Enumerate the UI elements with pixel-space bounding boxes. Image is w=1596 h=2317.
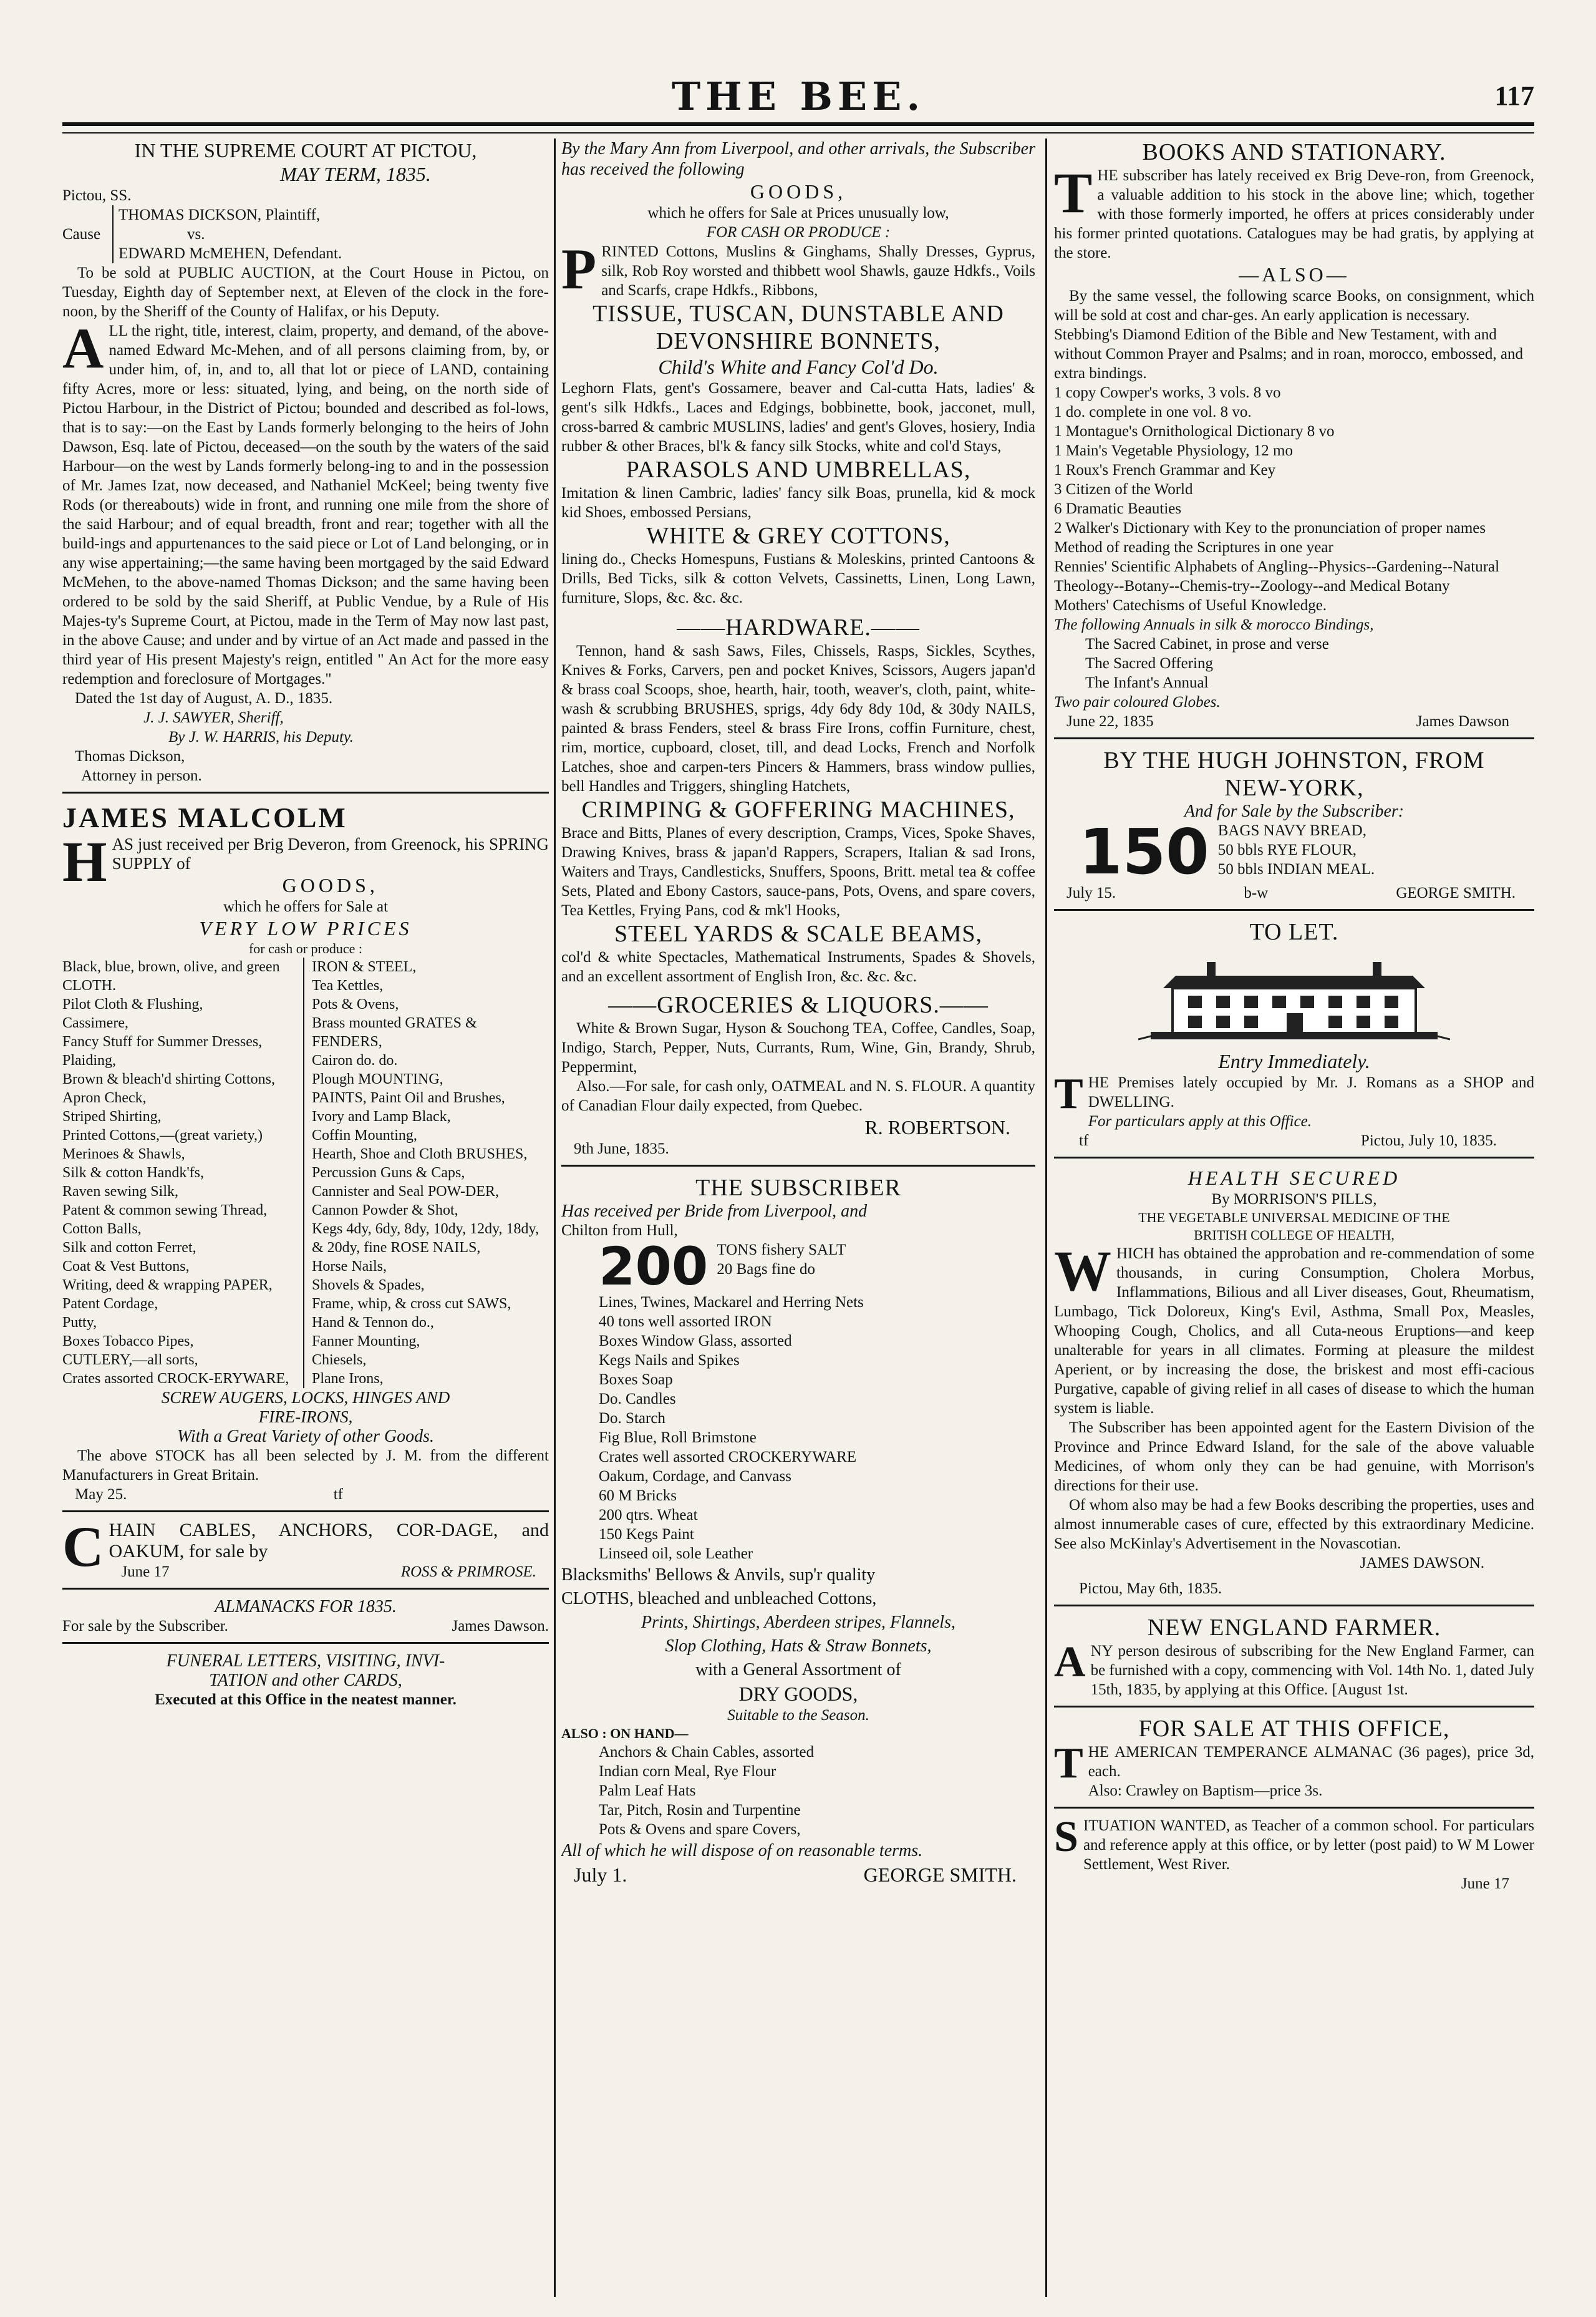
list-item: Tar, Pitch, Rosin and Turpentine	[599, 1802, 801, 1819]
drop-cap: A	[62, 316, 104, 380]
list-item: Putty,	[62, 1314, 97, 1331]
farmer-ad	[1054, 1614, 1534, 1699]
let-date: Pictou, July 10, 1835.	[1360, 1132, 1497, 1149]
list-item: 1 do. complete in one vol. 8 vo.	[1054, 404, 1252, 420]
globes-line: Two pair coloured Globes.	[1054, 694, 1221, 711]
list-item: Hearth, Shoe and Cloth BRUSHES,	[312, 1146, 528, 1162]
list-item: Pots & Ovens,	[312, 996, 399, 1013]
general-line: with a General Assortment of	[695, 1660, 901, 1679]
separator	[1054, 1706, 1534, 1707]
list-item: Merinoes & Shawls,	[62, 1146, 185, 1162]
list-item: 200 qtrs. Wheat	[599, 1507, 698, 1523]
list-item: Cannon Powder & Shot,	[312, 1202, 458, 1218]
salt-line-1: TONS fishery SALT	[717, 1241, 846, 1258]
prints-line: Prints, Shirtings, Aberdeen stripes, Flannels,	[641, 1613, 955, 1632]
list-item: Stebbing's Diamond Edition of the Bible and New Testament, with and without Common Prayer and Psalms; and in roan, morocco, embossed, and extra bindings.	[1054, 326, 1523, 382]
brace-text: Brace and Bitts, Planes of every description, Cramps, Vices, Spoke Shaves, Drawing Knives, brass & japan'd Rappers, Scrapers, Italian & sad Irons, Waiters and Trays, Candlesticks, Snuffers, Spoons, Britt. metal tea & coffee Sets, Plated and Ebony Castors, sauce-pans, Pots, Ovens, and spare covers, Tea Kettles, Frying Pans, cod & mk'l Hooks,	[561, 825, 1035, 919]
dispose-line: All of which he will dispose of on reasonable terms.	[561, 1841, 923, 1860]
spectacles-text: col'd & white Spectacles, Mathematical Instruments, Spades & Shovels, and an excellent assortment of English Iron, &c. &c. &c.	[561, 949, 1035, 985]
court-heading: IN THE SUPREME COURT AT PICTOU,	[134, 139, 477, 162]
hugh-line-3: 50 bbls INDIAN MEAL.	[1217, 861, 1375, 878]
drop-cap: T	[1054, 1739, 1083, 1787]
health-ad	[1054, 1166, 1534, 1598]
situation-ad	[1054, 1813, 1534, 1893]
let-text-para	[1054, 1070, 1534, 1118]
health-body: HICH has obtained the approbation and re-commendation of some thousands, in curing Consumption, Cholera Morbus, Inflammations, Bilious and all Liver diseases, Gout, Rheumatism, Lumbago, Tick Doloreux, King's Evil, Asthma, Small Pox, Measles, Whooping Cough, Cholics, and all Cuta-neous Eruptions—and keep unalterable for years in all climates. Forming at pleasure the mildest Aperient, or by increasing the dose, the briskest and most effi-cacious Purgative, capable of giving relief in all cases of disease to which the human system is liable.	[1054, 1245, 1534, 1417]
separator	[1054, 737, 1534, 739]
sugar-text: White & Brown Sugar, Hyson & Souchong TEA, Coffee, Candles, Soap, Indigo, Starch, Pepper, Nuts, Currants, Rum, Wine, Gin, Brandy, Shrub, Peppermint,	[561, 1020, 1035, 1076]
malcolm-lists	[62, 958, 549, 1388]
column-rule-2	[1045, 138, 1047, 2297]
list-item: 2 Walker's Dictionary with Key to the pronunciation of proper names	[1054, 520, 1486, 537]
list-item: Hand & Tennon do.,	[312, 1314, 434, 1331]
column-rule-1	[554, 138, 556, 2297]
salt-block	[561, 1240, 1035, 1293]
list-item: Pots & Ovens and spare Covers,	[599, 1821, 801, 1838]
separator	[1054, 1157, 1534, 1158]
forsale-title: FOR SALE AT THIS OFFICE,	[1138, 1716, 1450, 1742]
deputy: By J. W. HARRIS, his Deputy.	[168, 729, 354, 746]
chain-ad	[62, 1515, 549, 1581]
column-2	[561, 138, 1035, 2297]
farmer-text: NY person desirous of subscribing for the New England Farmer, can be furnished with a copy, commencing with Vol. 14th No. 1, dated July 15th, 1835, by applying at this Office.	[1090, 1643, 1534, 1698]
list-item: Fig Blue, Roll Brimstone	[599, 1429, 757, 1446]
subscriber-chilton: Chilton from Hull,	[561, 1222, 678, 1239]
cause-label: Cause	[62, 226, 101, 243]
health-seller: JAMES DAWSON.	[1360, 1555, 1484, 1571]
hugh-sale: And for Sale by the Subscriber:	[1184, 802, 1405, 821]
almanacks-ad	[62, 1597, 549, 1636]
list-item: Do. Starch	[599, 1410, 665, 1427]
to-let-title: TO LET.	[1249, 919, 1339, 945]
hugh-ad	[1054, 747, 1534, 903]
subscriber-date: July 1.	[574, 1863, 627, 1886]
list-item: Kegs Nails and Spikes	[599, 1352, 740, 1369]
list-item: Ivory and Lamp Black,	[312, 1109, 451, 1125]
books-ad	[1054, 138, 1534, 731]
column-1	[62, 138, 549, 2297]
list-item: Oakum, Cordage, and Canvass	[599, 1468, 791, 1485]
list-item: Printed Cottons,—(great variety,)	[62, 1127, 263, 1144]
court-term: MAY TERM, 1835.	[280, 163, 431, 185]
books-intro-para	[1054, 161, 1534, 263]
forsale-also: Also: Crawley on Baptism—price 3s.	[1088, 1782, 1323, 1799]
list-item: Method of reading the Scriptures in one year	[1054, 539, 1333, 556]
list-item: Plane Irons,	[312, 1371, 384, 1387]
list-item: Pilot Cloth & Flushing,	[62, 996, 203, 1013]
almanacks-seller: James Dawson.	[452, 1618, 549, 1635]
list-item: Boxes Tobacco Pipes,	[62, 1333, 194, 1349]
health-college-2: BRITISH COLLEGE OF HEALTH,	[1194, 1227, 1395, 1243]
books-date: June 22, 1835	[1066, 713, 1154, 730]
leghorn-text: Leghorn Flats, gent's Gossamere, beaver and Cal-cutta Hats, ladies' & gent's silk Hdkfs., Laces and Edgings, bobbinette, book, jacconet, mull, cross-barred & cambric MUSLINS, ladies' and gent's Gloves, hosiery, India rubber & other Braces, bl'k & fancy silk Stocks, white and col'd Stays,	[561, 380, 1035, 455]
malcolm-date: May 25.	[75, 1486, 127, 1503]
drop-cap: W	[1054, 1239, 1111, 1303]
newspaper-title: THE BEE.	[671, 74, 926, 119]
to-let-ad	[1054, 918, 1534, 1150]
list-item: 1 Roux's French Grammar and Key	[1054, 462, 1276, 478]
printed-text: RINTED Cottons, Muslins & Ginghams, Shally Dresses, Gyprus, silk, Rob Roy worsted and thibbett wool Shawls, gauze Hdkfs., Voils and Scarfs, crape Hdkfs., Ribbons,	[601, 243, 1035, 299]
funeral-line1: FUNERAL LETTERS, VISITING, INVI-	[166, 1651, 445, 1671]
list-item: Kegs 4dy, 6dy, 8dy, 10dy, 12dy, 18dy, & 20dy, fine ROSE NAILS,	[312, 1221, 539, 1256]
list-item: Frame, whip, & cross cut SAWS,	[312, 1296, 511, 1312]
chain-text: HAIN CABLES, ANCHORS, COR-DAGE, and OAKUM, for sale by	[109, 1520, 549, 1562]
list-item: The Infant's Annual	[1085, 674, 1209, 691]
drop-cap: P	[561, 237, 597, 301]
robertson-date: 9th June, 1835.	[574, 1140, 669, 1157]
situation-text: ITUATION WANTED, as Teacher of a common school. For particulars and reference apply at this office, or by letter (post paid) to W M Lower Settlement, West River.	[1083, 1817, 1534, 1873]
health-date: Pictou, May 6th, 1835.	[1079, 1580, 1222, 1597]
list-item: Percussion Guns & Caps,	[312, 1165, 465, 1181]
court-cause	[62, 205, 549, 263]
robertson-seller: R. ROBERTSON.	[864, 1116, 1010, 1139]
list-item: Fanner Mounting,	[312, 1333, 420, 1349]
list-item: Striped Shirting,	[62, 1109, 162, 1125]
hugh-block	[1054, 821, 1534, 883]
list-item: PAINTS, Paint Oil and Brushes,	[312, 1090, 505, 1106]
malcolm-intro: AS just received per Brig Deveron, from Greenock, his SPRING SUPPLY of	[112, 835, 549, 873]
almanacks-footer	[62, 1616, 549, 1636]
situation-para	[1054, 1813, 1534, 1874]
hugh-title-1: BY THE HUGH JOHNSTON, FROM	[1103, 747, 1485, 774]
list-item: Linseed oil, sole Leather	[599, 1545, 753, 1562]
malcolm-ad	[62, 801, 549, 1504]
sheriff: J. J. SAWYER, Sheriff,	[143, 709, 284, 726]
chain-date: June 17	[121, 1563, 170, 1580]
books-intro: HE subscriber has lately received ex Brig Deve-ron, from Greenock, a valuable addition to his stock in the above line; which, together with those formerly imported, he offers at prices considerably under his former printed quotations. Catalogues may be had gratis, by applying at the store.	[1054, 167, 1534, 261]
list-item: Cairon do. do.	[312, 1052, 398, 1069]
goods-intro: By the Mary Ann from Liverpool, and other arrivals, the Subscriber has received the following	[561, 139, 1035, 179]
list-item: Cannister and Seal POW-DER,	[312, 1183, 499, 1200]
let-particulars: For particulars apply at this Office.	[1088, 1113, 1312, 1130]
list-item: Fancy Stuff for Summer Dresses,	[62, 1034, 263, 1050]
list-item: Cassimere,	[62, 1015, 128, 1031]
bellows-line: Blacksmiths' Bellows & Anvils, sup'r quality	[561, 1565, 876, 1585]
list-item: 40 tons well assorted IRON	[599, 1313, 772, 1330]
books-footer	[1054, 712, 1534, 731]
forsale-text: HE AMERICAN TEMPERANCE ALMANAC (36 pages), price 3d, each.	[1088, 1744, 1534, 1780]
list-item: Crates well assorted CROCKERYWARE	[599, 1449, 857, 1465]
steel-heading: STEEL YARDS & SCALE BEAMS,	[614, 921, 983, 947]
funeral-line2: TATION and other CARDS,	[209, 1671, 402, 1690]
hugh-line-2: 50 bbls RYE FLOUR,	[1217, 842, 1357, 858]
list-item: Raven sewing Silk,	[62, 1183, 178, 1200]
list-item: Silk & cotton Handk'fs,	[62, 1165, 204, 1181]
malcolm-offer: which he offers for Sale at	[223, 898, 389, 915]
separator	[1054, 909, 1534, 911]
list-item: Plaiding,	[62, 1052, 117, 1069]
books-also: —ALSO—	[1239, 263, 1350, 286]
list-item: Coat & Vest Buttons,	[62, 1258, 190, 1275]
dry-goods: DRY GOODS,	[738, 1683, 858, 1705]
column-3	[1054, 138, 1534, 2297]
cottons-heading: WHITE & GREY COTTONS,	[646, 523, 950, 549]
books-vessel: By the same vessel, the following scarce Books, on consignment, which will be sold at cost and char-ges. An early application is necessary.	[1054, 288, 1534, 324]
malcolm-prices: VERY LOW PRICES	[199, 917, 412, 940]
malcolm-name: JAMES MALCOLM	[62, 802, 347, 833]
list-item: Brown & bleach'd shirting Cottons,	[62, 1071, 275, 1087]
on-hand-items	[561, 1742, 1035, 1839]
printed-para	[561, 237, 1035, 301]
separator	[561, 1165, 1035, 1167]
list-item: Plough MOUNTING,	[312, 1071, 443, 1087]
separator	[1054, 1605, 1534, 1606]
list-item: 60 M Bricks	[599, 1487, 677, 1504]
bread-number: 150	[1079, 821, 1209, 883]
malcolm-right-list	[312, 958, 549, 1388]
page-number: 117	[1494, 80, 1534, 111]
list-item: Apron Check,	[62, 1090, 147, 1106]
forsale-text-para	[1054, 1739, 1534, 1787]
funeral-ad	[62, 1651, 549, 1709]
health-by: By MORRISON'S PILLS,	[1211, 1191, 1377, 1208]
hugh-line-1: BAGS NAVY BREAD,	[1217, 822, 1366, 839]
goods-title: GOODS,	[750, 180, 847, 203]
parasols-heading: PARASOLS AND UMBRELLAS,	[626, 457, 971, 483]
hugh-title-2: NEW-YORK,	[1224, 775, 1364, 801]
childs-bonnets: Child's White and Fancy Col'd Do.	[658, 356, 939, 378]
annuals-list	[1054, 634, 1534, 692]
hugh-seller: GEORGE SMITH.	[1396, 885, 1516, 901]
list-item: Mothers' Catechisms of Useful Knowledge.	[1054, 597, 1327, 614]
chain-footer	[109, 1562, 549, 1581]
tissue-heading-1: TISSUE, TUSCAN, DUNSTABLE AND	[592, 301, 1004, 327]
funeral-line3: Executed at this Office in the neatest manner.	[155, 1691, 457, 1708]
subscriber-footer	[561, 1863, 1035, 1887]
oatmeal-text: Also.—For sale, for cash only, OATMEAL and N. S. FLOUR. A quantity of Canadian Flour daily expected, from Quebec.	[561, 1078, 1035, 1114]
list-item: Silk and cotton Ferret,	[62, 1240, 196, 1256]
fire-irons: FIRE-IRONS,	[258, 1407, 353, 1426]
list-item: The Sacred Offering	[1085, 655, 1214, 672]
attorney-name: Thomas Dickson,	[75, 748, 185, 765]
separator	[62, 1588, 549, 1590]
malcolm-left-list	[62, 958, 304, 1388]
let-footer	[1054, 1131, 1534, 1150]
robertson-ad	[561, 138, 1035, 1158]
subscriber-items	[561, 1293, 1035, 1563]
list-item: 1 Montague's Ornithological Dictionary 8 vo	[1054, 423, 1335, 440]
malcolm-terms: for cash or produce :	[248, 941, 363, 956]
list-item: 150 Kegs Paint	[599, 1526, 694, 1543]
list-item: Patent Cordage,	[62, 1296, 158, 1312]
health-title: HEALTH SECURED	[1187, 1167, 1401, 1189]
list-item: Indian corn Meal, Rye Flour	[599, 1763, 776, 1780]
drop-cap: S	[1054, 1813, 1078, 1861]
court-intro: To be sold at PUBLIC AUCTION, at the Court House in Pictou, on Tuesday, Eighth day of September next, at Eleven of the clock in the fore-noon, by the Sheriff of the County of Halifax, or his Deputy.	[62, 265, 549, 320]
subscriber-title: THE SUBSCRIBER	[695, 1175, 901, 1201]
chain-seller: ROSS & PRIMROSE.	[400, 1563, 536, 1580]
list-item: Rennies' Scientific Alphabets of Angling--Physics--Gardening--Natural Theology--Botany--Chemis-try--Zoology--and Medical Botany	[1054, 558, 1500, 595]
list-item: Boxes Window Glass, assorted	[599, 1333, 792, 1349]
let-tf: tf	[1079, 1132, 1089, 1149]
list-item: Anchors & Chain Cables, assorted	[599, 1744, 815, 1761]
malcolm-tf: tf	[333, 1486, 343, 1503]
almanacks-line: For sale by the Subscriber.	[62, 1618, 228, 1635]
separator	[62, 792, 549, 794]
drop-cap: H	[62, 830, 107, 893]
goods-terms: FOR CASH OR PRODUCE :	[706, 224, 891, 241]
list-item: 3 Citizen of the World	[1054, 481, 1193, 498]
list-item: Coffin Mounting,	[312, 1127, 417, 1144]
forsale-ad	[1054, 1715, 1534, 1800]
annuals-line: The following Annuals in silk & morocco Bindings,	[1054, 616, 1374, 633]
hugh-code: b-w	[1244, 885, 1269, 901]
drop-cap: C	[62, 1515, 104, 1578]
hardware-heading: ——HARDWARE.——	[677, 614, 920, 641]
separator	[62, 1642, 549, 1644]
court-body: LL the right, title, interest, claim, property, and demand, of the above-named Edward Mc-Mehen, and of all persons claiming from, by, or under him, of, in, and to, all that lot or piece of LAND, containing fifty Acres, more or less: situated, lying, and being, on the north side of Pictou Harbour, in the District of Pictou; bounded and described as fol-lows, that is to say:—on the East by Lands formerly belonging to the heirs of John Dawson, Esq. late of Pictou, deceased—on the south by the waters of the said Harbour—on the west by Lands formerly belong-ing to and in the possession of Mr. James Izat, now deceased, and Nathaniel McKeel; being twenty five Rods (or thereabouts) wide in front, and running one mile from the shore of the said Harbour; and of equal breadth, front and rear; together with all the build-ings and appurtenances to the said piece or Lot of Land belonging, or in any wise appertaining;—the same having been mortgaged by the said Edward McMehen, to the above-named Thomas Dickson; and the same having been ordered to be sold by the said Sheriff, at Public Vendue, by a Rule of His Majes-ty's Supreme Court, at Pictou, made in the Term of May now last past, in the above Cause; and under and by virtue of an Act made and passed in the third year of His present Majesty's reign, entitled " An Act for the more easy redemption and foreclosure of Mortgages."	[62, 323, 549, 687]
court-body-para	[62, 316, 549, 689]
books-seller: James Dawson	[1416, 713, 1509, 730]
drop-cap: T	[1054, 161, 1093, 225]
suitable-line: Suitable to the Season.	[727, 1707, 869, 1724]
salt-line-2: 20 Bags fine do	[717, 1261, 815, 1278]
health-whom: Of whom also may be had a few Books describing the properties, uses and almost innumerable cases of cure, effected by this extraordinary Medicine. See also McKinlay's Advertisement in the Novascotian.	[1054, 1497, 1534, 1552]
list-item: Black, blue, brown, olive, and green CLOTH.	[62, 959, 280, 994]
almanacks-title: ALMANACKS FOR 1835.	[215, 1597, 397, 1616]
list-item: 1 copy Cowper's works, 3 vols. 8 vo	[1054, 384, 1281, 401]
augers-line: SCREW AUGERS, LOCKS, HINGES AND	[161, 1388, 450, 1407]
list-item: The Sacred Cabinet, in prose and verse	[1085, 636, 1329, 653]
court-dated: Dated the 1st day of August, A. D., 1835.	[75, 690, 333, 707]
health-agent: The Subscriber has been appointed agent for the Eastern Division of the Province and Prince Edward Island, for the sale of the above valuable Medicines, of whom only they can be had genuine, with Morrison's directions for their use.	[1054, 1419, 1534, 1494]
imitation-text: Imitation & linen Cambric, ladies' fancy silk Boas, prunella, kid & mock kid Shoes, embossed Persians,	[561, 485, 1035, 521]
list-item: Cotton Balls,	[62, 1221, 142, 1237]
list-item: Crates assorted CROCK-ERYWARE,	[62, 1371, 289, 1387]
house-icon	[1138, 951, 1450, 1044]
books-list	[1054, 325, 1534, 615]
court-notice	[62, 138, 549, 785]
entry-line: Entry Immediately.	[1218, 1050, 1370, 1072]
list-item: Chiesels,	[312, 1352, 367, 1368]
list-item: Lines, Twines, Mackarel and Herring Nets	[599, 1294, 864, 1311]
tissue-heading-2: DEVONSHIRE BONNETS,	[656, 328, 941, 354]
farmer-text-para	[1054, 1638, 1534, 1699]
drop-cap: T	[1054, 1070, 1083, 1118]
list-item: Horse Nails,	[312, 1258, 387, 1275]
lining-text: lining do., Checks Homespuns, Fustians & Moleskins, printed Cantoons & Drills, Bed Ticks, silk & cotton Velvets, Cassinetts, Linen, Long Lawn, furniture, Slops, &c. &c. &c.	[561, 551, 1035, 606]
goods-offer: which he offers for Sale at Prices unusually low,	[647, 205, 949, 221]
farmer-date: [August 1st.	[1332, 1681, 1408, 1698]
attorney-title: Attorney in person.	[81, 767, 202, 784]
list-item: Patent & common sewing Thread,	[62, 1202, 268, 1218]
list-item: 6 Dramatic Beauties	[1054, 500, 1182, 517]
list-item: Boxes Soap	[599, 1371, 673, 1388]
list-item: Palm Leaf Hats	[599, 1782, 696, 1799]
malcolm-goods: GOODS,	[282, 874, 379, 896]
masthead-rule	[62, 122, 1534, 134]
situation-date: June 17	[1461, 1875, 1509, 1892]
let-text: HE Premises lately occupied by Mr. J. Romans as a SHOP and DWELLING.	[1088, 1074, 1534, 1110]
subscriber-intro: Has received per Bride from Liverpool, and	[561, 1202, 868, 1221]
malcolm-footer	[62, 1485, 549, 1504]
subscriber-seller: GEORGE SMITH.	[863, 1863, 1017, 1886]
list-item: CUTLERY,—all sorts,	[62, 1352, 198, 1368]
also-on-hand: ALSO : ON HAND—	[561, 1726, 689, 1741]
list-item: IRON & STEEL,	[312, 959, 417, 975]
malcolm-variety: With a Great Variety of other Goods.	[177, 1427, 434, 1446]
separator	[1054, 1807, 1534, 1809]
hugh-date: July 15.	[1066, 885, 1116, 901]
list-item: Brass mounted GRATES & FENDERS,	[312, 1015, 477, 1050]
list-item: Shovels & Spades,	[312, 1277, 425, 1293]
tennon-text: Tennon, hand & sash Saws, Files, Chissels, Rasps, Sickles, Scythes, Knives & Forks, Carvers, pen and pocket Knives, Scissors, Augers japan'd & brass coal Scoops, shoe, hearth, hair, tooth, weaver's, cloth, paint, white-wash & scrubbing BRUSHES, sprigs, 4dy 6dy 8dy 10d, & 30dy NAILS, painted & brass Fenders, steel & brass Fire Irons, coffin Furniture, chest, rim, mortice, cupboard, closet, till, and dead Locks, French and Norfolk Latches, shoe and carpen-ters Pincers & Hammers, brass window pullies, bell Handles and Triggers, shingling Hatchets,	[561, 643, 1035, 795]
defendant: EDWARD McMEHEN, Defendant.	[118, 245, 342, 262]
drop-cap: A	[1054, 1638, 1086, 1686]
health-body-para	[1054, 1239, 1534, 1418]
list-item: Writing, deed & wrapping PAPER,	[62, 1277, 273, 1293]
list-item: Tea Kettles,	[312, 978, 384, 994]
farmer-title: NEW ENGLAND FARMER.	[1147, 1615, 1441, 1641]
plaintiff: THOMAS DICKSON, Plaintiff,	[118, 206, 321, 223]
slop-line: Slop Clothing, Hats & Straw Bonnets,	[665, 1636, 932, 1656]
cloths-line: CLOTHS, bleached and unbleached Cottons,	[561, 1589, 877, 1608]
smith-subscriber-ad	[561, 1174, 1035, 1887]
books-title: BOOKS AND STATIONARY.	[1142, 139, 1446, 165]
groceries-heading: ——GROCERIES & LIQUORS.——	[608, 992, 989, 1018]
list-item: 1 Main's Vegetable Physiology, 12 mo	[1054, 442, 1293, 459]
health-college-1: THE VEGETABLE UNIVERSAL MEDICINE OF THE	[1138, 1210, 1450, 1225]
hugh-footer	[1054, 883, 1534, 903]
court-venue: Pictou, SS.	[62, 187, 132, 204]
masthead	[62, 74, 1534, 119]
list-item: Do. Candles	[599, 1391, 676, 1407]
salt-number: 200	[599, 1240, 709, 1293]
separator	[62, 1510, 549, 1512]
versus: vs.	[187, 226, 205, 243]
crimping-heading: CRIMPING & GOFFERING MACHINES,	[581, 797, 1015, 823]
malcolm-note: The above STOCK has all been selected by J. M. from the different Manufacturers in Great Britain.	[62, 1447, 549, 1484]
